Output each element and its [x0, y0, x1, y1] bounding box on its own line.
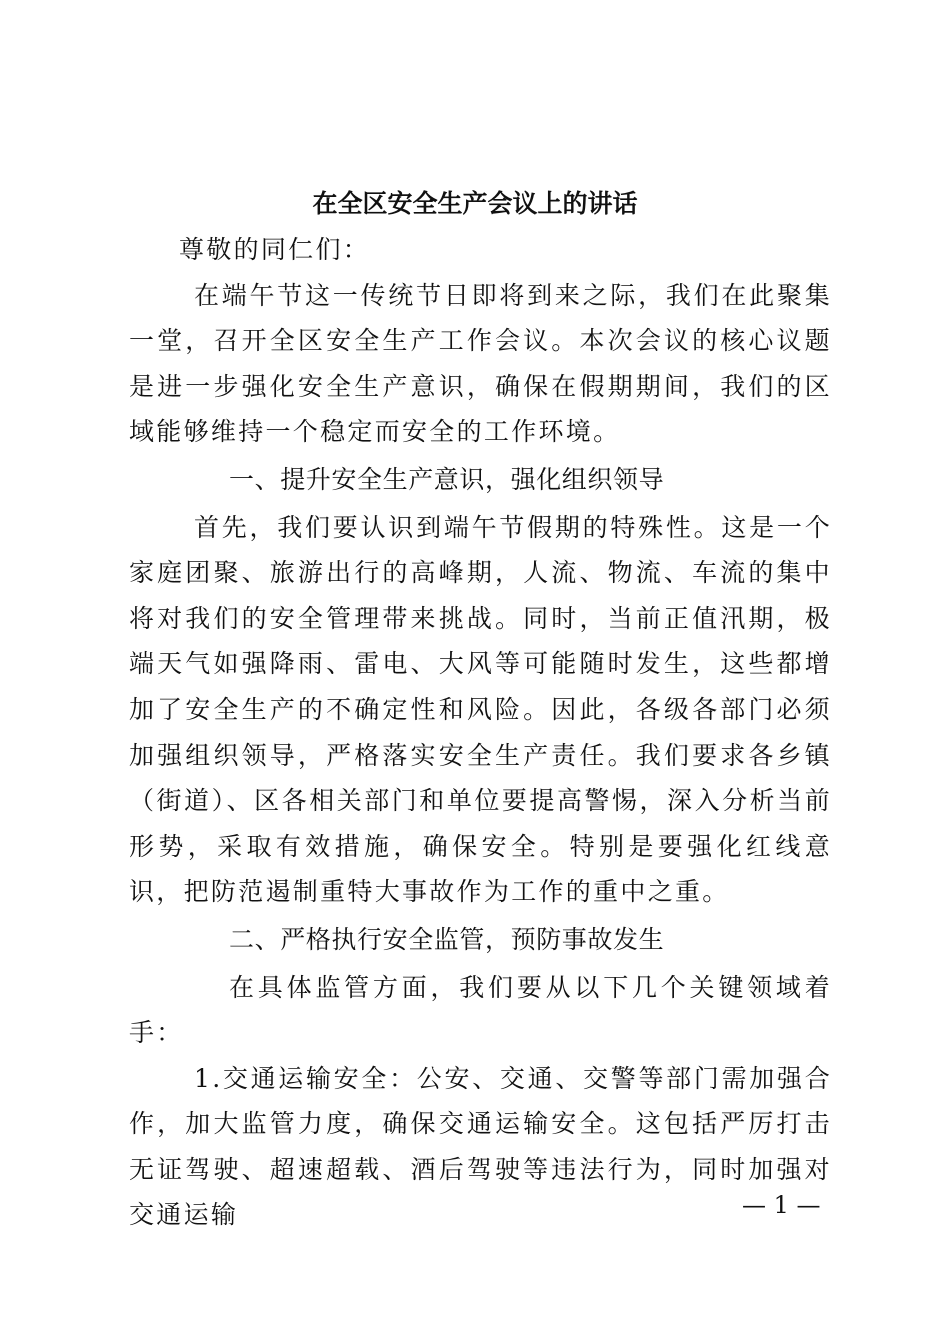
- salutation: 尊敬的同仁们：: [179, 235, 371, 264]
- section-2-heading: 二、严格执行安全监管，预防事故发生: [229, 924, 665, 954]
- intro-paragraph: 在端午节这一传统节日即将到来之际，我们在此聚集一堂，召开全区安全生产工作会议。本次会议的核心议题是进一步强化安全生产意识，确保在假期期间，我们的区域能够维持一个稳定而安全的工作环境。: [129, 280, 832, 447]
- document-title: 在全区安全生产会议上的讲话: [312, 189, 638, 218]
- document-body: [129, 227, 832, 1238]
- section-1-paragraph: 首先，我们要认识到端午节假期的特殊性。这是一个家庭团聚、旅游出行的高峰期，人流、物流、车流的集中将对我们的安全管理带来挑战。同时，当前正值汛期，极端天气如强降雨、雷电、大风等可能随时发生，这些都增加了安全生产的不确定性和风险。因此，各级各部门必须加强组织领导，严格落实安全生产责任。我们要求各乡镇（街道）、区各相关部门和单位要提高警惕，深入分析当前形势，采取有效措施，确保安全。特别是要强化红线意识，把防范遏制重特大事故作为工作的重中之重。: [129, 512, 832, 907]
- section-1-heading: 一、提升安全生产意识，强化组织领导: [229, 464, 665, 494]
- page-number: — 1 —: [742, 1191, 821, 1219]
- section-2-item-1: 1.交通运输安全：公安、交通、交警等部门需加强合作，加大监管力度，确保交通运输安全。这包括严厉打击无证驾驶、超速超载、酒后驾驶等违法行为，同时加强对交通运输: [129, 1063, 832, 1230]
- section-2-intro: 在具体监管方面，我们要从以下几个关键领域着手：: [129, 972, 832, 1048]
